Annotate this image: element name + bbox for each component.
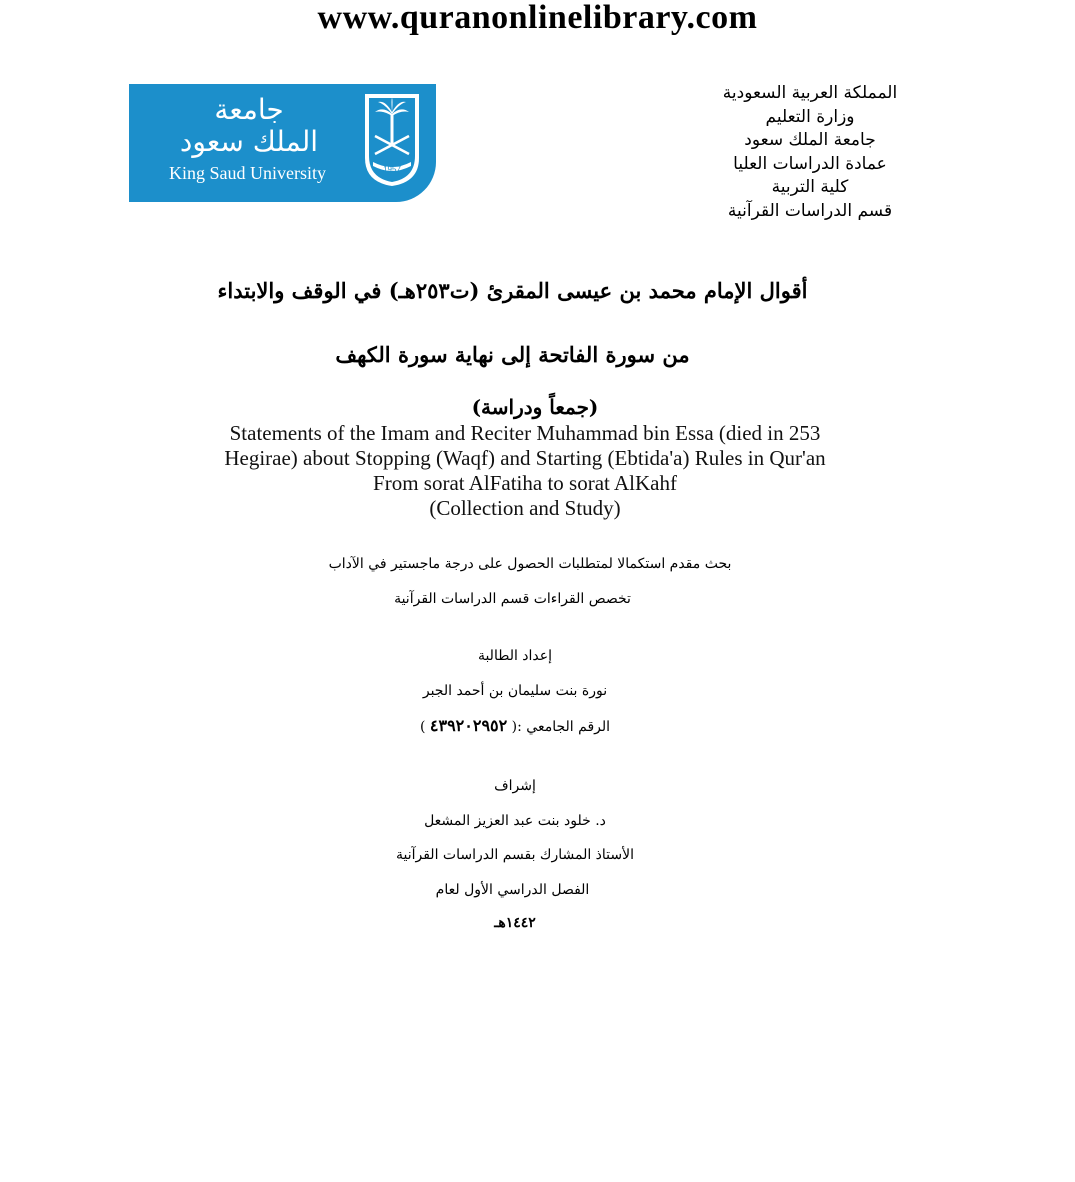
university-logo (129, 84, 436, 202)
english-title-line: From sorat AlFatiha to sorat AlKahf (373, 471, 677, 495)
institution-line: عمادة الدراسات العليا (733, 153, 887, 174)
palm-swords-emblem-icon (361, 92, 423, 188)
submission-statement: بحث مقدم استكمالا لمتطلبات الحصول على درجة ماجستير في الآداب (328, 556, 732, 572)
thesis-subtitle-arabic: من سورة الفاتحة إلى نهاية سورة الكهف (335, 342, 690, 367)
english-title-line: Statements of the Imam and Reciter Muhammad bin Essa (died in 253 (229, 421, 821, 445)
student-id-label: الرقم الجامعي :( (511, 719, 611, 735)
institution-line: كلية التربية (771, 177, 849, 197)
student-name: نورة بنت سليمان بن أحمد الجبر (422, 683, 608, 699)
english-title-line: (Collection and Study) (429, 496, 621, 520)
institution-block (680, 82, 940, 223)
institution-line: وزارة التعليم (765, 106, 855, 127)
supervisor-title: الأستاذ المشارك بقسم الدراسات القرآنية (395, 847, 635, 863)
semester: الفصل الدراسي الأول لعام (435, 882, 590, 898)
thesis-title-english (100, 421, 950, 521)
institution-line: قسم الدراسات القرآنية (727, 200, 893, 221)
institution-line: جامعة الملك سعود (744, 130, 876, 150)
thesis-type-arabic: (جمعاً ودراسة) (471, 395, 599, 419)
prepared-by-label: إعداد الطالبة (477, 648, 553, 664)
student-id-number: ٤٣٩٢٠٢٩٥٢ (429, 716, 508, 735)
english-title-line: Hegirae) about Stopping (Waqf) and Starting (Ebtida'a) Rules in Qur'an (224, 446, 826, 470)
thesis-title-arabic: أقوال الإمام محمد بن عيسى المقرئ (ت٢٥٣هـ) في الوقف والابتداء (217, 278, 808, 303)
logo-arabic-line2: الملك سعود (179, 125, 319, 158)
specialization: تخصص القراءات قسم الدراسات القرآنية (394, 591, 631, 607)
site-url: www.quranonlinelibrary.com (317, 0, 758, 36)
student-id-close: ) (419, 719, 426, 735)
logo-arabic-text (169, 94, 329, 158)
student-id (330, 715, 700, 738)
hijri-year: ١٤٤٢هـ (494, 915, 536, 931)
supervision-label: إشراف (494, 778, 536, 794)
logo-english-text: King Saud University (169, 163, 326, 183)
logo-year: 1957 (383, 165, 401, 174)
supervisor-name: د. خلود بنت عبد العزيز المشعل (424, 813, 606, 829)
institution-line: المملكة العربية السعودية (722, 83, 898, 103)
logo-arabic-line1: جامعة (214, 93, 284, 126)
